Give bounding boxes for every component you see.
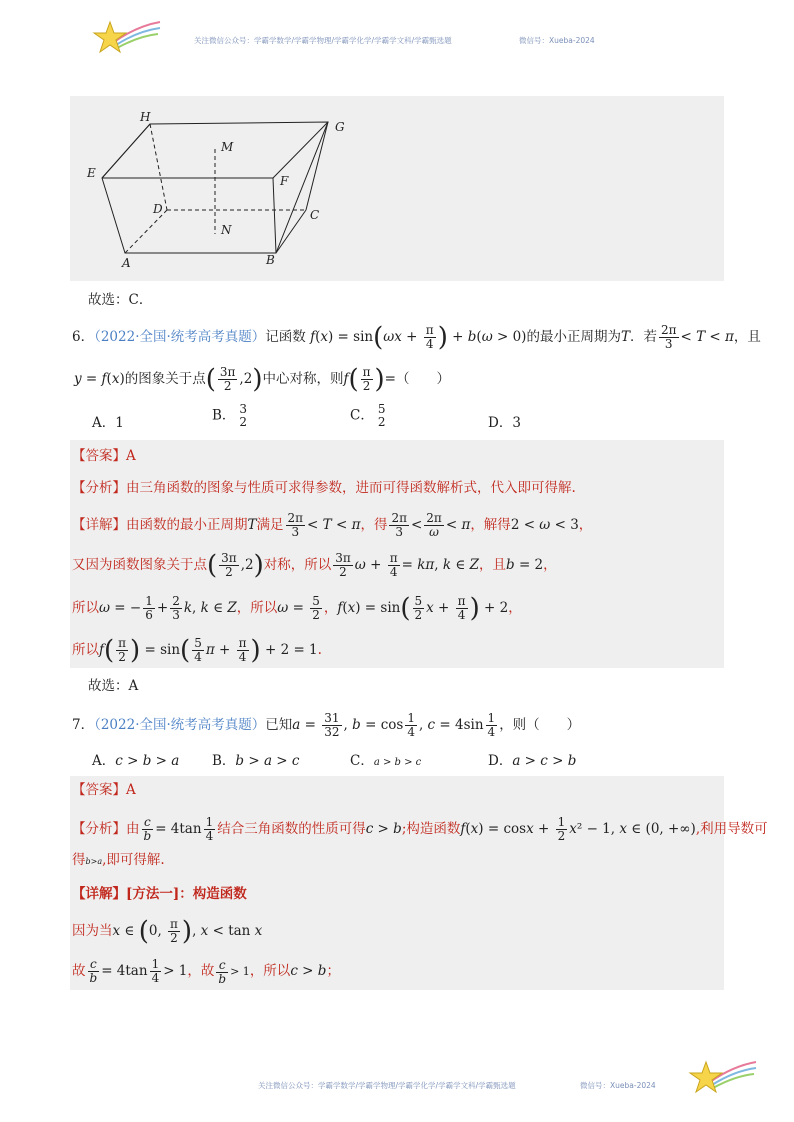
vertex-label: B	[266, 253, 275, 267]
vertex-label: C	[310, 208, 320, 222]
q6-detail-line1: 【详解】由函数的最小正周期T满足 $\frac{2\pi}{3}$ < T < π，得 $\frac{2\pi}{3}$ < $\frac{2\pi}{\omega}$ < π，解得2 < ω < 3，	[72, 511, 593, 539]
q6-option-b[interactable]: B． 3 2	[212, 402, 248, 429]
prism-figure	[70, 96, 724, 281]
q7-stem: 7．（2022·全国·统考高考真题）已知a = $\frac{31}{32}$ , b = cos $\frac{1}{4}$ , c = 4sin $\frac{1}{4}$ ，则（ ）	[72, 711, 581, 739]
q6-detail-line4: 所以f( $\frac{\pi}{2}$ ) = sin( $\frac{5}{4}$ π + $\frac{\pi}{4}$ ) + 2 = 1.	[72, 635, 322, 666]
figure-panel	[70, 96, 724, 281]
vertex-label: G	[335, 120, 345, 134]
q7-option-c[interactable]: C．a > b > c	[350, 753, 422, 769]
q7-option-b[interactable]: B．b > a > c	[212, 753, 300, 769]
q6-stem-line2: y = f(x)的图象关于点( $\frac{3\pi}{2}$ ,2)中心对称，则f( $\frac{\pi}{2}$ )=（ ）	[74, 364, 450, 395]
q7-answer: 【答案】A	[72, 782, 136, 798]
footer-wechat-id: 微信号：Xueba-2024	[580, 1081, 656, 1090]
q5-conclusion: 故选：C．	[88, 292, 153, 308]
q6-option-a[interactable]: A．1	[92, 415, 124, 431]
vertex-label: F	[280, 174, 289, 188]
q7-source: （2022·全国·统考高考真题）	[94, 717, 266, 733]
footer-star-logo	[688, 1056, 758, 1100]
q6-answer: 【答案】A	[72, 448, 136, 464]
q7-analysis-line2: 得b>a,即可得解.	[72, 852, 165, 868]
vertex-label: H	[140, 110, 151, 124]
q7-option-d[interactable]: D．a > c > b	[488, 753, 577, 769]
header-account-text: 关注微信公众号：学霸学数学/学霸学物理/学霸学化学/学霸学文科/学霸甄选题	[194, 36, 452, 45]
q7-detail-line1: 因为当x ∈ (0, $\frac{\pi}{2}$ ), x < tan x	[72, 916, 263, 947]
q6-conclusion: 故选：A	[88, 678, 139, 694]
vertex-label: M	[221, 140, 234, 154]
q7-analysis-line1: 【分析】由 $\frac{c}{b}$ = 4tan $\frac{1}{4}$ 结合三角函数的性质可得c > b;构造函数f(x) = cosx + $\frac{1}{2}$ x² − 1, x ∈ (0, +∞),利用导数可	[72, 815, 768, 843]
q7-detail-heading: 【详解】[方法一]：构造函数	[72, 886, 247, 902]
q6-analysis: 【分析】由三角函数的图象与性质可求得参数，进而可得函数解析式，代入即可得解.	[72, 480, 576, 496]
q6-option-c[interactable]: C． 5 2	[350, 402, 386, 429]
q6-source: （2022·全国·统考高考真题）	[94, 329, 266, 345]
header-star-logo	[92, 16, 162, 60]
vertex-label: E	[87, 166, 96, 180]
vertex-label: N	[221, 223, 232, 237]
q6-option-d[interactable]: D．3	[488, 415, 521, 431]
q7-detail-line2: 故 $\frac{c}{b}$ = 4tan $\frac{1}{4}$ > 1，故 $\frac{c}{b}$ > 1，所以c > b；	[72, 957, 340, 986]
q6-detail-line3: 所以ω = − $\frac{1}{6}$ + $\frac{2}{3}$ k, k ∈ Z，所以ω = $\frac{5}{2}$ ，f(x) = sin( $\frac{5}{2}$ x + $\frac{\pi}{4}$ ) + 2，	[72, 593, 522, 624]
vertex-label: A	[122, 256, 131, 270]
q6-stem-line1: 6．（2022·全国·统考高考真题）记函数 f(x) = sin(ωx + $\frac{\pi}{4}$ ) + b(ω > 0)的最小正周期为T．若 $\frac{2\pi}{3}$ < T < π，且	[72, 322, 761, 353]
vertex-label: D	[153, 202, 163, 216]
q6-detail-line2: 又因为函数图象关于点( $\frac{3\pi}{2}$ ,2)对称，所以 $\frac{3\pi}{2}$ ω + $\frac{\pi}{4}$ = kπ, k ∈ Z，且b = 2，	[72, 550, 557, 581]
footer-account-text: 关注微信公众号：学霸学数学/学霸学物理/学霸学化学/学霸学文科/学霸甄选题	[258, 1081, 516, 1090]
q7-option-a[interactable]: A．c > b > a	[92, 753, 180, 769]
header-wechat-id: 微信号：Xueba-2024	[519, 36, 595, 45]
